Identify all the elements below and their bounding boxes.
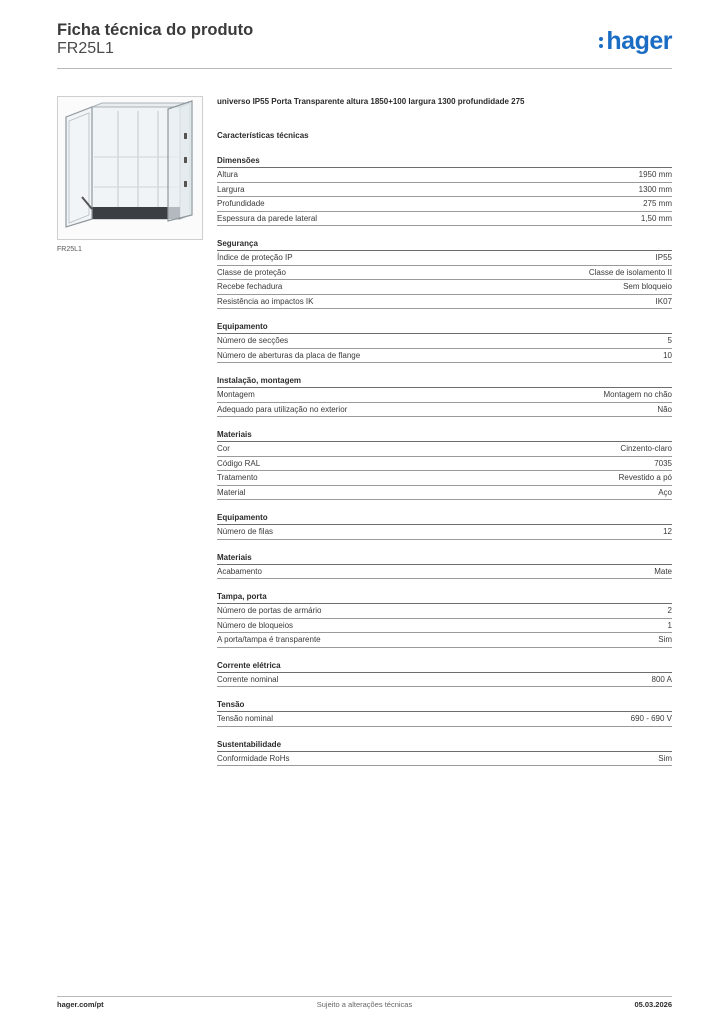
spec-row — [217, 295, 672, 310]
spec-row — [217, 403, 672, 418]
spec-row — [217, 197, 672, 212]
spec-row — [217, 633, 672, 648]
spec-section — [217, 155, 672, 226]
spec-value: 12 — [663, 527, 672, 536]
section-title: Materiais — [217, 429, 672, 442]
spec-row — [217, 183, 672, 198]
document-title: Ficha técnica do produto — [57, 21, 254, 39]
page-footer — [57, 996, 672, 1011]
section-title: Dimensões — [217, 155, 672, 168]
spec-row — [217, 212, 672, 227]
spec-value: Sim — [658, 753, 672, 763]
spec-value: Sem bloqueio — [623, 282, 672, 291]
spec-value: Classe de isolamento II — [588, 267, 672, 277]
spec-row — [217, 442, 672, 457]
spec-label: Profundidade — [217, 199, 265, 208]
section-title: Materiais — [217, 552, 672, 565]
cabinet-illustration-icon — [58, 97, 202, 239]
spec-row — [217, 349, 672, 364]
spec-label: Largura — [217, 184, 245, 194]
spec-section — [217, 739, 672, 767]
hager-logo — [599, 28, 672, 54]
spec-label: Número de filas — [217, 527, 274, 536]
spec-row — [217, 712, 672, 727]
logo-text: hager — [606, 27, 672, 55]
spec-value: 1,50 mm — [640, 213, 672, 223]
footer-notice: Sujeito a alterações técnicas — [316, 1000, 413, 1009]
spec-row — [217, 457, 672, 472]
spec-label: Classe de proteção — [217, 267, 286, 277]
spec-value: IK07 — [655, 296, 672, 306]
spec-section — [217, 321, 672, 363]
spec-value: Mate — [654, 566, 672, 576]
spec-value: Cinzento-claro — [620, 444, 672, 453]
spec-value: Sim — [658, 635, 672, 644]
spec-row — [217, 525, 672, 540]
spec-label: Número de portas de armário — [217, 606, 322, 615]
section-title: Tensão — [217, 699, 672, 712]
spec-label: Tratamento — [217, 473, 258, 482]
spec-value: 7035 — [654, 458, 672, 468]
spec-label: Número de secções — [217, 336, 289, 345]
spec-row — [217, 266, 672, 281]
spec-label: A porta/tampa é transparente — [217, 635, 321, 644]
spec-row — [217, 673, 672, 688]
section-title: Equipamento — [217, 512, 672, 525]
spec-row — [217, 471, 672, 486]
spec-section — [217, 375, 672, 417]
section-title: Equipamento — [217, 321, 672, 334]
page-header — [57, 20, 672, 68]
spec-value: Não — [657, 404, 672, 414]
spec-label: Tensão nominal — [217, 714, 274, 723]
spec-value: 1300 mm — [638, 184, 672, 194]
spec-label: Adequado para utilização no exterior — [217, 404, 348, 414]
spec-row — [217, 619, 672, 634]
spec-label: Altura — [217, 170, 238, 179]
spec-row — [217, 388, 672, 403]
spec-label: Acabamento — [217, 566, 262, 576]
footer-website[interactable]: hager.com/pt — [57, 1000, 104, 1009]
spec-value: Aço — [658, 487, 672, 497]
spec-row — [217, 565, 672, 580]
spec-label: Resistência ao impactos IK — [217, 296, 314, 306]
section-title: Corrente elétrica — [217, 660, 672, 673]
spec-section — [217, 699, 672, 727]
spec-label: Material — [217, 487, 246, 497]
spec-sections — [217, 155, 672, 766]
spec-value: 1 — [667, 620, 672, 630]
spec-label: Cor — [217, 444, 230, 453]
product-image — [57, 96, 203, 240]
spec-label: Número de bloqueios — [217, 620, 294, 630]
spec-section — [217, 512, 672, 540]
spec-row — [217, 168, 672, 183]
spec-section — [217, 660, 672, 688]
spec-section — [217, 238, 672, 309]
product-code: FR25L1 — [57, 40, 114, 57]
spec-row — [217, 334, 672, 349]
spec-row — [217, 251, 672, 266]
spec-value: 1950 mm — [638, 170, 672, 179]
spec-value: 800 A — [651, 674, 672, 684]
spec-label: Espessura da parede lateral — [217, 213, 318, 223]
spec-value: 275 mm — [643, 199, 672, 208]
spec-label: Corrente nominal — [217, 674, 279, 684]
section-title: Sustentabilidade — [217, 739, 672, 752]
spec-value: IP55 — [655, 253, 672, 262]
spec-value: 2 — [667, 606, 672, 615]
spec-label: Código RAL — [217, 458, 261, 468]
spec-row — [217, 604, 672, 619]
spec-label: Recebe fechadura — [217, 282, 283, 291]
spec-value: 5 — [667, 336, 672, 345]
spec-section — [217, 429, 672, 500]
spec-label: Índice de proteção IP — [217, 253, 293, 262]
spec-row — [217, 752, 672, 767]
spec-label: Número de aberturas da placa de flange — [217, 350, 361, 360]
section-title: Instalação, montagem — [217, 375, 672, 388]
spec-content — [217, 96, 672, 766]
footer-date: 05.03.2026 — [634, 1000, 672, 1009]
spec-label: Montagem — [217, 390, 255, 399]
header-divider — [57, 68, 672, 69]
spec-section — [217, 552, 672, 580]
spec-value: 690 - 690 V — [630, 714, 672, 723]
spec-row — [217, 280, 672, 295]
spec-label: Conformidade RoHs — [217, 753, 290, 763]
product-description: universo IP55 Porta Transparente altura 1850+100 largura 1300 profundidade 275 — [217, 97, 525, 106]
spec-value: Montagem no chão — [603, 390, 672, 399]
spec-value: Revestido a pó — [618, 473, 672, 482]
technical-characteristics-title: Características técnicas — [217, 131, 309, 140]
section-title: Segurança — [217, 238, 672, 251]
spec-value: 10 — [663, 350, 672, 360]
logo-dots-icon — [599, 35, 604, 49]
spec-section — [217, 591, 672, 648]
spec-row — [217, 486, 672, 501]
section-title: Tampa, porta — [217, 591, 672, 604]
image-caption: FR25L1 — [57, 246, 82, 253]
